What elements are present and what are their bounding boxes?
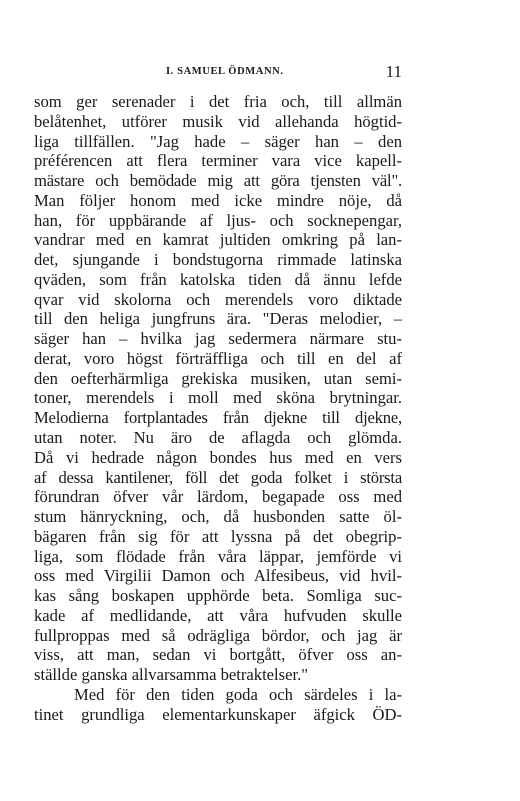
running-title: I. SAMUEL ÖDMANN. [166,66,284,77]
text-line: Då vi hedrade någon bondes hus med en vers [34,447,402,467]
text-line: som ger serenader i det fria och, till allmän [34,92,402,111]
text-line: Melodierna fortplantades från djekne till djekne, [34,408,402,428]
text-line: Man följer honom med icke mindre nöje, då [34,190,402,210]
text-line: vandrar med en kamrat jultiden omkring på lan- [34,230,402,250]
text-line: det, sjungande i bondstugorna rimmade latinska [34,250,402,270]
text-line: bägaren från sig för att lyssna på det obegrip- [34,526,402,546]
text-line: förundran öfver vår lärdom, begapade oss med [34,487,402,507]
text-line: af dessa kantilener, föll det goda folket i största [34,467,402,487]
running-head [34,62,402,84]
page-number: 11 [385,62,402,81]
body-text [34,92,402,725]
text-line: ställde ganska allvarsamma betraktelser." [34,665,309,685]
text-line: säger han – hvilka jag sedermera närmare stu- [34,329,402,349]
text-line: toner, merendels i moll med sköna brytningar. [34,388,402,408]
text-line: qvar vid skolorna och merendels voro diktade [34,289,402,309]
text-line: préférencen att flera terminer vara vice kapell- [34,151,402,171]
text-line: fullproppas med så odrägliga bördor, och jag är [34,625,402,645]
text-line: kade af medlidande, att våra hufvuden skulle [34,605,402,625]
text-line: kas sång boskapen upphörde beta. Somliga suc- [34,586,402,606]
text-line: han, för uppbärande af ljus- och socknepengar, [34,210,402,230]
text-line: viss, att man, sedan vi bortgått, öfver oss an- [34,645,402,665]
text-line: utan noter. Nu äro de aflagda och glömda. [34,428,402,448]
text-line: Med för den tiden goda och särdeles i la- [74,684,402,704]
text-line: derat, voro högst förträffliga och till en del af [34,348,402,368]
text-line: mästare och bemödade mig att göra tjensten väl". [34,171,402,191]
text-line: liga tillfällen. "Jag hade – säger han – den [34,131,402,151]
text-line: tinet grundliga elementarkunskaper äfgick ÖD- [34,704,402,724]
text-line: qväden, som från katolska tiden då ännu lefde [34,269,402,289]
text-line: stum hänryckning, och, då husbonden satte öl- [34,507,402,527]
text-line: oss med Virgilii Damon och Alfesibeus, vid hvil- [34,566,402,586]
text-line: till den heliga jungfruns ära. "Deras melodier, – [34,309,402,329]
text-line: den oefterhärmliga grekiska musiken, utan semi- [34,368,402,388]
text-line: belåtenhet, utförer musik vid allehanda högtid- [34,111,402,131]
text-line: liga, som flödade från våra läppar, jemförde vi [34,546,402,566]
